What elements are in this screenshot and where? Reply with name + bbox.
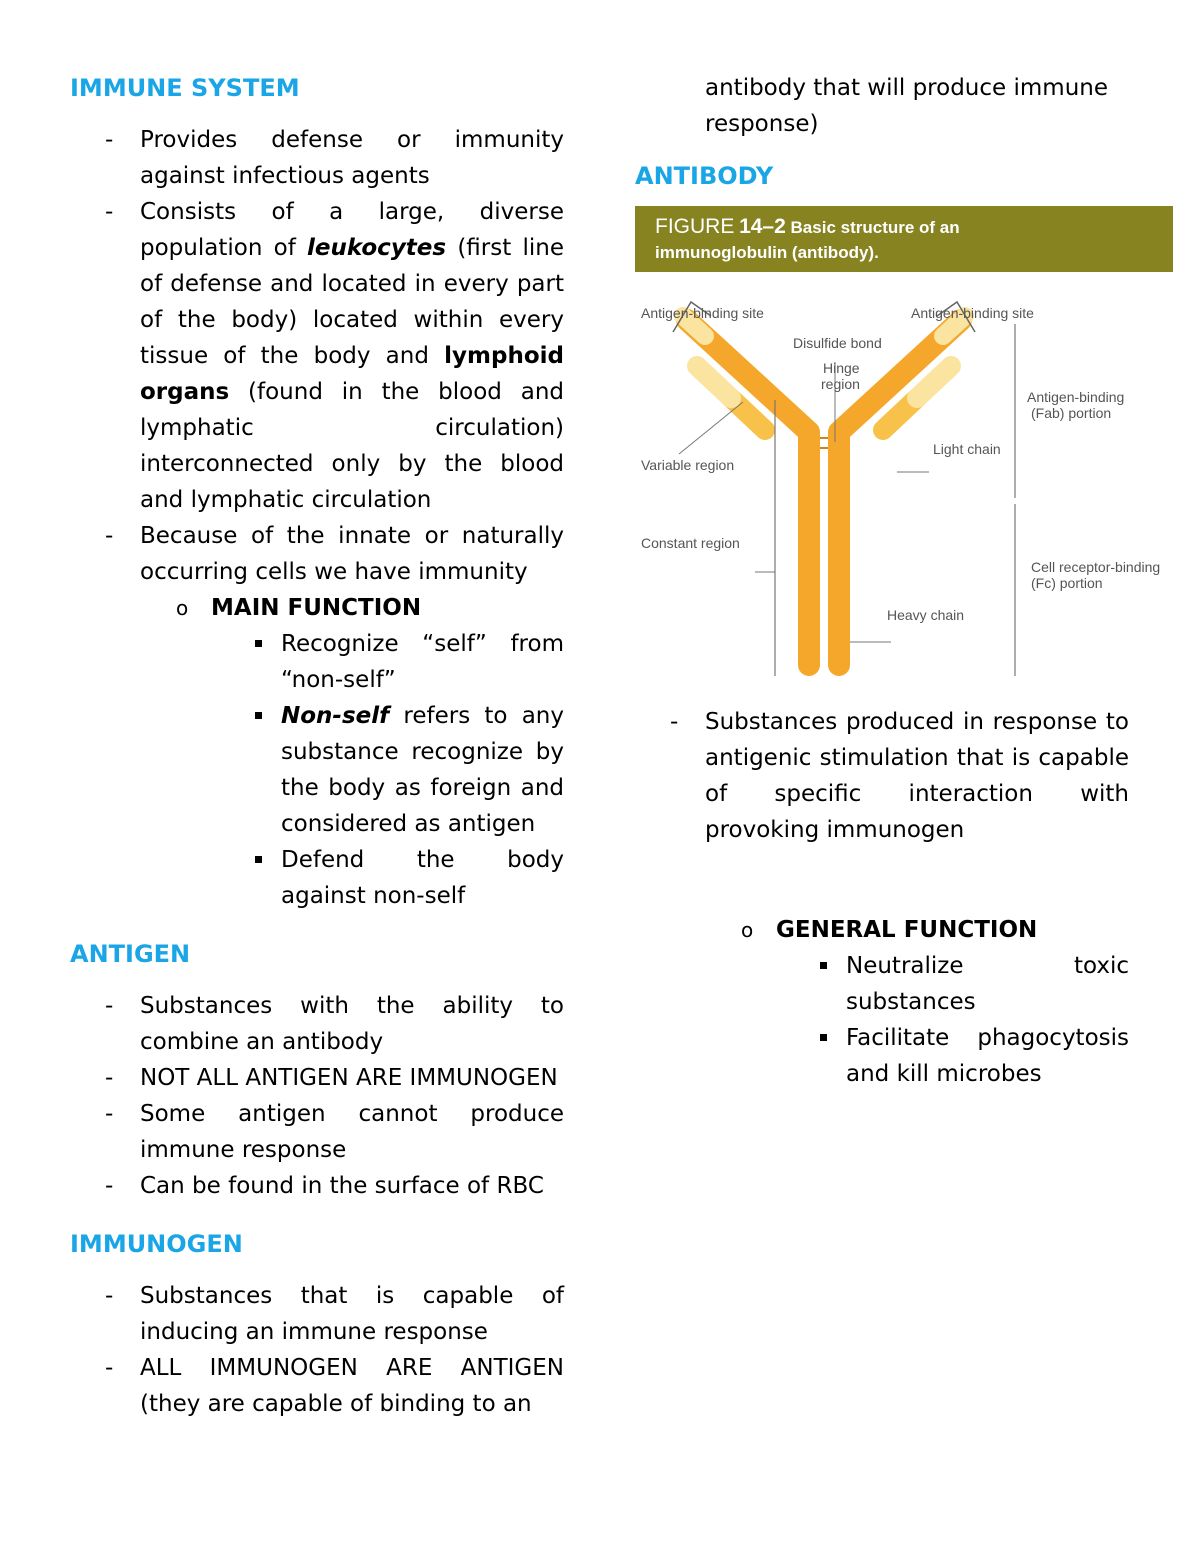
antibody-list bbox=[635, 704, 1129, 848]
label-antigen-binding-site-right: Antigen-binding site bbox=[911, 305, 1034, 321]
figure-title-text: Basic structure of an bbox=[790, 218, 960, 237]
immunogen-list bbox=[70, 1278, 564, 1422]
figure-word: FIGURE bbox=[655, 215, 735, 238]
main-function-list bbox=[70, 626, 564, 914]
emphasis-lymphoid-organs: lymphoid organs bbox=[140, 343, 564, 405]
list-item: - Some antigen cannot produce immune response bbox=[70, 1096, 564, 1168]
list-item: - Substances that is capable of inducing an immune response bbox=[70, 1278, 564, 1350]
list-item: - Because of the innate or naturally occurring cells we have immunity bbox=[70, 518, 564, 590]
list-item: - Provides defense or immunity against infectious agents bbox=[70, 122, 564, 194]
continued-text: antibody that will produce immune response) bbox=[705, 75, 1108, 137]
label-constant-region: Constant region bbox=[641, 535, 740, 551]
heading-immune-system: IMMUNE SYSTEM bbox=[70, 74, 300, 102]
emphasis-leukocytes: leukocytes bbox=[307, 235, 447, 261]
text: (first line of defense and located in every part of the body) located within every tissue of the body and bbox=[140, 235, 564, 369]
antibody-diagram bbox=[635, 272, 1173, 676]
text: refers to any substance recognize by the body as foreign and considered as antigen bbox=[281, 703, 564, 837]
figure-number: 14–2 bbox=[739, 215, 786, 238]
light-chain-left-variable bbox=[697, 366, 731, 398]
variable-leader bbox=[679, 402, 743, 454]
label-heavy-chain: Heavy chain bbox=[887, 607, 965, 623]
label-fab-2: (Fab) portion bbox=[1031, 405, 1112, 421]
figure-title bbox=[655, 216, 960, 239]
label-fc-1: Cell receptor-binding bbox=[1031, 559, 1161, 575]
left-column bbox=[70, 70, 564, 1422]
list-item: Facilitate phagocytosis and kill microbes bbox=[635, 1020, 1129, 1092]
label-fc-2: (Fc) portion bbox=[1031, 575, 1103, 591]
general-function-list bbox=[635, 948, 1129, 1092]
heavy-chain-stem-right bbox=[828, 424, 850, 676]
heading-antibody: ANTIBODY bbox=[635, 162, 774, 190]
figure-banner bbox=[635, 206, 1173, 272]
main-function-heading: o MAIN FUNCTION bbox=[70, 590, 564, 626]
light-chain-right-variable bbox=[917, 366, 951, 398]
list-item bbox=[70, 194, 564, 518]
list-item: Defend the body against non-self bbox=[70, 842, 564, 914]
right-column bbox=[635, 70, 1161, 1092]
label-light-chain: Light chain bbox=[933, 441, 1001, 457]
emphasis-non-self: Non-self bbox=[281, 703, 390, 729]
label-hinge-1: Hinge bbox=[823, 360, 860, 376]
list-item: - Substances with the ability to combine an antibody bbox=[70, 988, 564, 1060]
text: Consists of a large, diverse population of bbox=[140, 199, 564, 261]
list-item: Neutralize toxic substances bbox=[635, 948, 1129, 1020]
text: (found in the blood and lymphatic circulation) interconnected only by the blood and lymphatic circulation bbox=[140, 379, 564, 513]
list-item: - Substances produced in response to antigenic stimulation that is capable of specific interaction with provoking immunogen bbox=[635, 704, 1129, 848]
figure-title-line2: immunoglobulin (antibody). bbox=[655, 243, 879, 262]
list-item: - ALL IMMUNOGEN ARE ANTIGEN (they are capable of binding to an bbox=[70, 1350, 564, 1422]
heading-antigen: ANTIGEN bbox=[70, 940, 191, 968]
heavy-chain-stem-left bbox=[798, 424, 820, 676]
label-antigen-binding-site-left: Antigen-binding site bbox=[641, 305, 764, 321]
antigen-list bbox=[70, 988, 564, 1204]
heading-immunogen: IMMUNOGEN bbox=[70, 1230, 243, 1258]
label-hinge-2: region bbox=[821, 376, 860, 392]
list-item: - Can be found in the surface of RBC bbox=[70, 1168, 564, 1204]
immune-system-list bbox=[70, 122, 564, 590]
list-item: - NOT ALL ANTIGEN ARE IMMUNOGEN bbox=[70, 1060, 564, 1096]
label-fab-1: Antigen-binding bbox=[1027, 389, 1125, 405]
label-variable-region: Variable region bbox=[641, 457, 735, 473]
general-function-heading: o GENERAL FUNCTION bbox=[635, 912, 1129, 948]
label-disulfide-bond: Disulfide bond bbox=[793, 335, 882, 351]
list-item bbox=[70, 698, 564, 842]
antibody-figure bbox=[635, 206, 1173, 676]
list-item: Recognize “self” from “non-self” bbox=[70, 626, 564, 698]
